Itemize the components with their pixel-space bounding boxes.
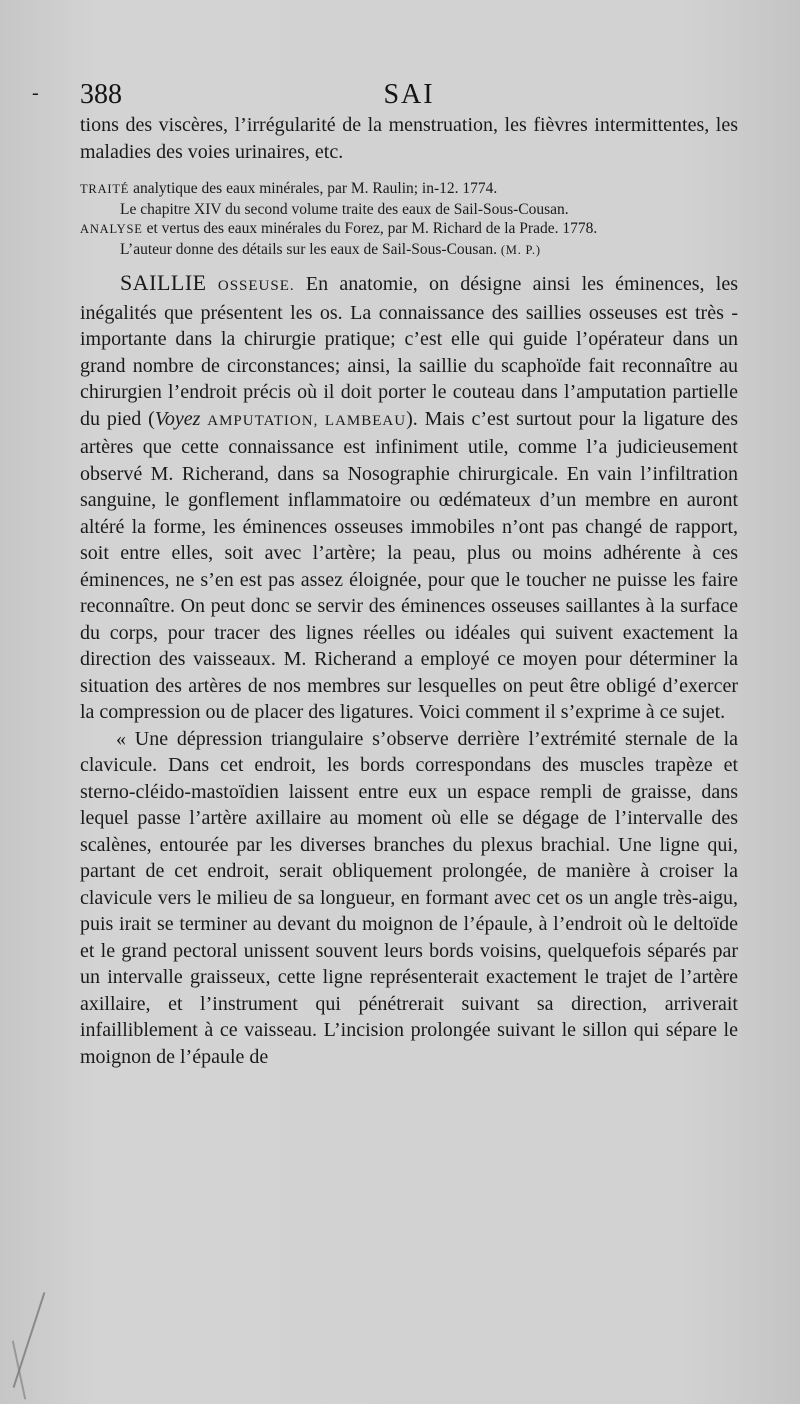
entry-lead-word: ANALYSE bbox=[80, 222, 143, 236]
bibliography-entry bbox=[80, 179, 738, 200]
entry-lead-word: TRAITÉ bbox=[80, 182, 130, 196]
article-qualifier: OSSEUSE. bbox=[217, 278, 295, 294]
margin-mark: - bbox=[32, 82, 39, 104]
entry-text: et vertus des eaux minérales du Forez, par M. Richard de la Prade. 1778. bbox=[142, 220, 598, 237]
bibliography-note: Le chapitre XIV du second volume traite des eaux de Sail-Sous-Cousan. bbox=[120, 200, 569, 218]
cross-reference: AMPUTATION, LAMBEAU bbox=[207, 412, 407, 429]
author-signature: (M. P.) bbox=[500, 242, 541, 257]
margin-stain bbox=[13, 1292, 46, 1388]
bibliography bbox=[80, 179, 738, 260]
continued-paragraph: tions des viscères, l’irrégularité de la menstruation, les fièvres intermittentes, les maladies des voies urinaires, etc. bbox=[80, 114, 738, 163]
article-text-continued: ). Mais c’est surtout pour la ligature des artères que cette connaissance est infiniment utile, comme l’a judicieusement observé M. Richerand, dans sa Nosographie chirurgicale. En vain l’infiltration sanguine, le gonflement inflammatoire ou œdémateux d’un membre en auront altéré la forme, les éminences osseuses immobiles n’ont pas changé de rapport, soit entre elles, soit avec l’artère; la peau, plus ou moins adhérente à ces éminences, ne s’en est pas assez éloignée, pour que le toucher ne puisse les faire reconnaître. On peut donc se servir des éminences osseuses saillantes à la surface du corps, pour tracer des lignes réelles ou idéales qui suivent exactement la direction des vaisseaux. M. Richerand a employé ce moyen pour déterminer la situation des artères de nos membres sur lesquelles on peut être obligé d’exercer la compression ou de placer des ligatures. Voici comment il s’exprime à ce sujet. bbox=[80, 407, 739, 723]
running-head-word: SAI bbox=[383, 79, 435, 110]
voyez-word: Voyez bbox=[154, 407, 201, 430]
article-saillie-osseuse bbox=[80, 270, 738, 726]
bibliography-entry bbox=[80, 219, 738, 240]
note-text: L’auteur donne des détails sur les eaux de Sail-Sous-Cousan. bbox=[120, 240, 497, 258]
page-number: 388 bbox=[80, 79, 122, 110]
text-column bbox=[32, 76, 739, 1070]
article-text: En anatomie, on désigne ainsi les éminences, les inégalités que présentent les os. La connaissance des saillies osseuses est très - importante dans la chirurgie pratique; c’est elle qui guide l’opérateur dans un grand nombre de circonstances; ainsi, la saillie du scaphoïde fait reconnaître au chirurgien l’endroit précis où il doit porter le couteau dans l’amputation partielle du pied ( bbox=[80, 273, 738, 430]
quotation-paragraph: « Une dépression triangulaire s’observe derrière l’extrémité sternale de la clavicule. Dans cet endroit, les bords correspondans des muscles trapèze et sterno-cléido-mastoïdien laissent entre eux un espace rempli de graisse, dans lequel passe l’artère axillaire au moment où elle se dégage de l’intervalle des scalènes, entourée par les diverses branches du plexus brachial. Une ligne qui, partant de cet endroit, serait obliquement prolongée, de manière à croiser la clavicule vers le milieu de sa longueur, en formant avec cet os un angle très-aigu, puis irait se terminer au devant du moignon de l’épaule, à l’endroit où le deltoïde et le grand pectoral unissent souvent leurs bords voisins, quelquefois séparés par un intervalle graisseux, cette ligne représenterait exactement le trajet de l’artère axillaire, et l’instrument qui pénétrerait suivant sa direction, arriverait infailliblement à ce vaisseau. L’incision prolongée suivant le sillon qui sépare le moignon de l’épaule de bbox=[80, 727, 738, 1068]
running-head bbox=[32, 76, 738, 114]
bibliography-note bbox=[80, 240, 738, 261]
article-headword: SAILLIE bbox=[120, 270, 207, 295]
entry-text: analytique des eaux minérales, par M. Raulin; in-12. 1774. bbox=[129, 180, 498, 197]
